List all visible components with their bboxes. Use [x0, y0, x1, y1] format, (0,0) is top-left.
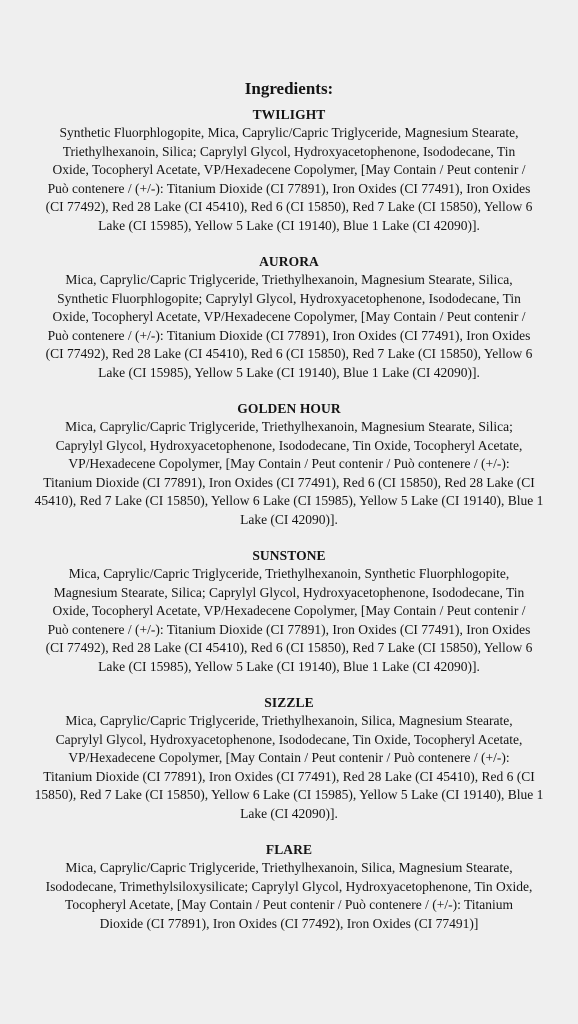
ingredient-line: Lake (CI 15985), Yellow 5 Lake (CI 19140), Blue 1 Lake (CI 42090)]. [98, 364, 480, 380]
ingredient-line: Isododecane, Trimethylsiloxysilicate; Caprylyl Glycol, Hydroxyacetophenone, Tin Oxide, [45, 878, 533, 894]
section-aurora [0, 253, 578, 382]
section-title: GOLDEN HOUR [237, 401, 341, 416]
section-title: TWILIGHT [252, 107, 326, 122]
ingredient-line: Lake (CI 42090)]. [240, 511, 338, 527]
section-twilight [0, 106, 578, 235]
ingredient-line: Titanium Dioxide (CI 77891), Iron Oxides (CI 77491), Red 6 (CI 15850), Red 28 Lake (CI [43, 474, 535, 490]
ingredient-line: (CI 77492), Red 28 Lake (CI 45410), Red 6 (CI 15850), Red 7 Lake (CI 15850), Yellow 6 [45, 640, 533, 655]
section-title: SIZZLE [264, 695, 314, 710]
ingredient-line: (CI 77492), Red 28 Lake (CI 45410), Red 6 (CI 15850), Red 7 Lake (CI 15850), Yellow 6 [45, 199, 533, 214]
ingredient-line: Magnesium Stearate, Silica; Caprylyl Glycol, Hydroxyacetophenone, Isododecane, Tin [53, 584, 525, 600]
ingredient-line: Lake (CI 15985), Yellow 5 Lake (CI 19140), Blue 1 Lake (CI 42090)]. [98, 217, 480, 233]
ingredient-line: Caprylyl Glycol, Hydroxyacetophenone, Isododecane, Tin Oxide, Tocopheryl Acetate, [55, 437, 523, 453]
section-body [0, 712, 578, 823]
ingredient-line: Synthetic Fluorphlogopite; Caprylyl Glycol, Hydroxyacetophenone, Isododecane, Tin [57, 290, 521, 306]
ingredient-line: Mica, Caprylic/Capric Triglyceride, Triethylhexanoin, Silica, Magnesium Stearate, [65, 860, 513, 875]
ingredient-line: Titanium Dioxide (CI 77891), Iron Oxides (CI 77491), Red 28 Lake (CI 45410), Red 6 (CI [43, 768, 535, 784]
section-body [0, 418, 578, 529]
ingredient-line: Triethylhexanoin, Silica; Caprylyl Glycol, Hydroxyacetophenone, Isododecane, Tin [62, 143, 516, 159]
ingredient-line: Caprylyl Glycol, Hydroxyacetophenone, Isododecane, Tin Oxide, Tocopheryl Acetate, [55, 731, 523, 747]
ingredient-line: Può contenere / (+/-): Titanium Dioxide (CI 77891), Iron Oxides (CI 77491), Iron Oxides [47, 180, 531, 196]
ingredient-line: Mica, Caprylic/Capric Triglyceride, Triethylhexanoin, Magnesium Stearate, Silica; [65, 419, 513, 434]
ingredient-line: Oxide, Tocopheryl Acetate, VP/Hexadecene Copolymer, [May Contain / Peut contenir / [52, 309, 526, 324]
ingredients-heading: Ingredients: [244, 79, 334, 98]
ingredient-line: Oxide, Tocopheryl Acetate, VP/Hexadecene Copolymer, [May Contain / Peut contenir / [52, 162, 526, 177]
section-golden-hour [0, 400, 578, 529]
section-body [0, 124, 578, 235]
ingredient-line: Tocopheryl Acetate, [May Contain / Peut contenir / Può contenere / (+/-): Titanium [65, 897, 513, 912]
ingredient-line: Lake (CI 42090)]. [240, 805, 338, 821]
section-flare [0, 841, 578, 933]
ingredient-line: Lake (CI 15985), Yellow 5 Lake (CI 19140), Blue 1 Lake (CI 42090)]. [98, 658, 480, 674]
ingredient-line: Dioxide (CI 77891), Iron Oxides (CI 77492), Iron Oxides (CI 77491)] [99, 915, 479, 931]
ingredient-line: Mica, Caprylic/Capric Triglyceride, Triethylhexanoin, Silica, Magnesium Stearate, [65, 713, 513, 728]
section-body [0, 271, 578, 382]
ingredient-line: Mica, Caprylic/Capric Triglyceride, Triethylhexanoin, Synthetic Fluorphlogopite, [68, 566, 510, 581]
ingredient-line: 15850), Red 7 Lake (CI 15850), Yellow 6 Lake (CI 15985), Yellow 5 Lake (CI 19140), Blue 1 [34, 787, 544, 802]
section-title: SUNSTONE [252, 548, 326, 563]
ingredient-line: Può contenere / (+/-): Titanium Dioxide (CI 77891), Iron Oxides (CI 77491), Iron Oxides [47, 621, 531, 637]
section-body [0, 859, 578, 933]
section-sizzle [0, 694, 578, 823]
section-title: AURORA [259, 254, 319, 269]
ingredient-line: Mica, Caprylic/Capric Triglyceride, Triethylhexanoin, Magnesium Stearate, Silica, [65, 272, 513, 287]
ingredient-line: (CI 77492), Red 28 Lake (CI 45410), Red 6 (CI 15850), Red 7 Lake (CI 15850), Yellow 6 [45, 346, 533, 361]
ingredient-line: Può contenere / (+/-): Titanium Dioxide (CI 77891), Iron Oxides (CI 77491), Iron Oxides [47, 327, 531, 343]
ingredient-line: 45410), Red 7 Lake (CI 15850), Yellow 6 Lake (CI 15985), Yellow 5 Lake (CI 19140), Blue 1 [34, 493, 544, 508]
section-body [0, 565, 578, 676]
section-title: FLARE [265, 842, 313, 857]
ingredient-line: Oxide, Tocopheryl Acetate, VP/Hexadecene Copolymer, [May Contain / Peut contenir / [52, 603, 526, 618]
ingredient-line: VP/Hexadecene Copolymer, [May Contain / Peut contenir / Può contenere / (+/-): [68, 456, 510, 471]
section-sunstone [0, 547, 578, 676]
ingredient-line: Synthetic Fluorphlogopite, Mica, Caprylic/Capric Triglyceride, Magnesium Stearate, [59, 125, 519, 140]
ingredient-line: VP/Hexadecene Copolymer, [May Contain / Peut contenir / Può contenere / (+/-): [68, 750, 510, 765]
